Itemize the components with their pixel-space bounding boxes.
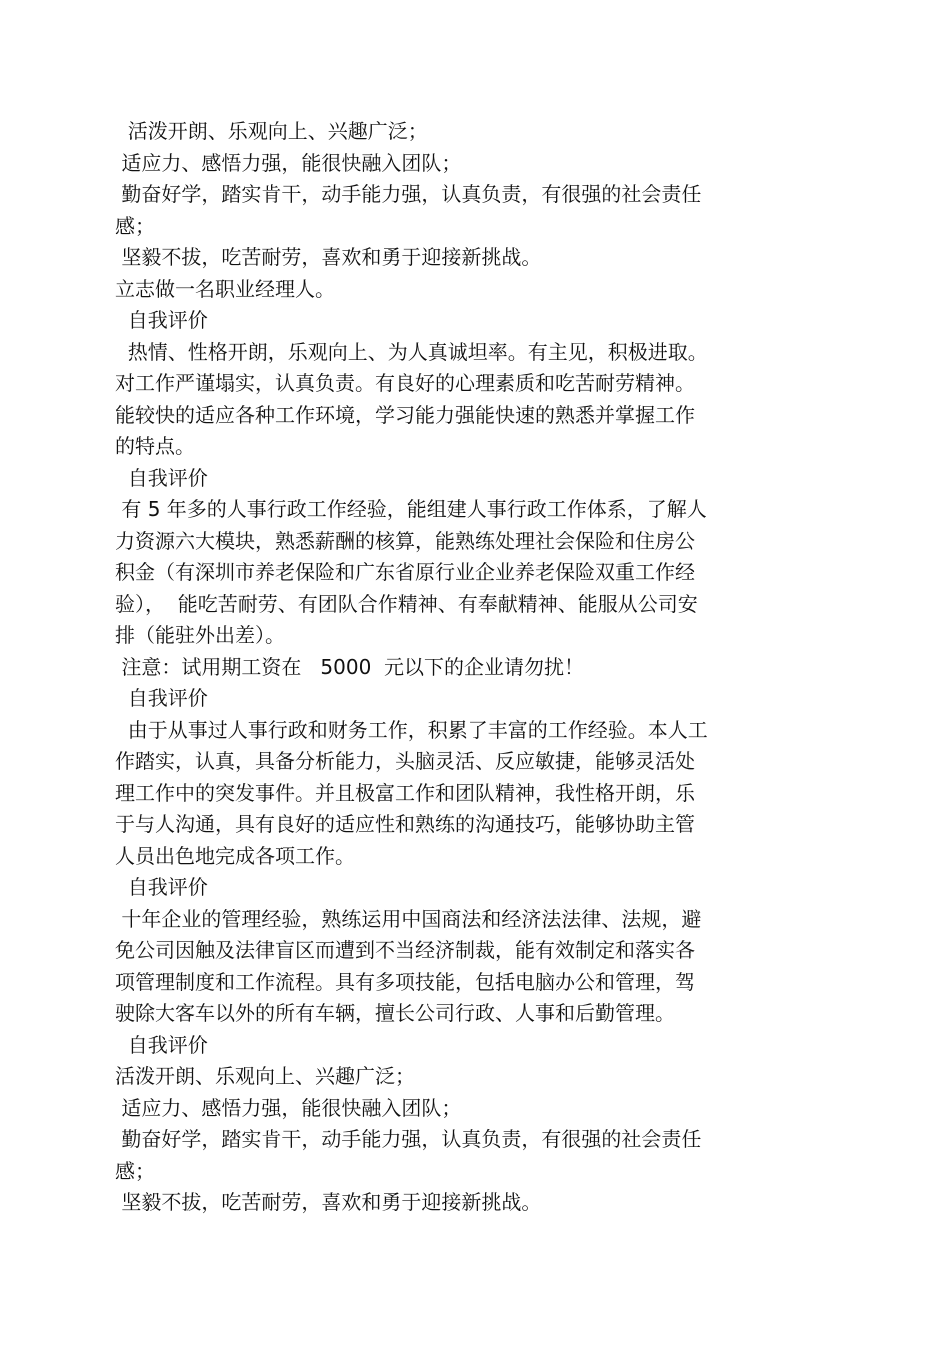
text-line: 驶除大客车以外的所有车辆，擅长公司行政、人事和后勤管理。: [115, 1001, 675, 1025]
text-line: 由于从事过人事行政和财务工作，积累了丰富的工作经验。本人工: [115, 717, 708, 742]
text-line: 作踏实，认真，具备分析能力，头脑灵活、反应敏捷，能够灵活处: [115, 749, 695, 773]
text-line: 勤奋好学，踏实肯干，动手能力强，认真负责，有很强的社会责任: [115, 182, 702, 206]
text-line: 有 5 年多的人事行政工作经验，能组建人事行政工作体系，了解人: [115, 497, 707, 521]
section-heading: 自我评价: [115, 308, 208, 332]
text-line: 坚毅不拔，吃苦耐劳，喜欢和勇于迎接新挑战。: [115, 245, 542, 269]
text-line: 于与人沟通，具有良好的适应性和熟练的沟通技巧，能够协助主管: [115, 812, 695, 836]
text-line: 理工作中的突发事件。并且极富工作和团队精神，我性格开朗，乐: [115, 780, 695, 805]
text-line: 感；: [115, 1158, 155, 1183]
text-line: 的特点。: [115, 434, 195, 458]
text-line: 对工作严谨塌实，认真负责。有良好的心理素质和吃苦耐劳精神。: [115, 371, 695, 395]
text-line: 积金（有深圳市养老保险和广东省原行业企业养老保险双重工作经: [115, 560, 695, 584]
text-line: 免公司因触及法律盲区而遭到不当经济制裁，能有效制定和落实各: [115, 938, 695, 962]
section-heading: 自我评价: [115, 875, 208, 899]
section-heading: 自我评价: [115, 465, 208, 490]
text-line: 坚毅不拔，吃苦耐劳，喜欢和勇于迎接新挑战。: [115, 1190, 542, 1214]
document-body: [115, 116, 765, 1219]
text-line: 项管理制度和工作流程。具有多项技能，包括电脑办公和管理，驾: [115, 969, 695, 994]
text-line: 十年企业的管理经验，熟练运用中国商法和经济法法律、法规，避: [115, 906, 702, 931]
text-line: 热情、性格开朗，乐观向上、为人真诚坦率。有主见，积极进取。: [115, 339, 708, 364]
text-line: 感；: [115, 213, 155, 238]
text-line: 力资源六大模块，熟悉薪酬的核算，能熟练处理社会保险和住房公: [115, 528, 695, 553]
text-line: 适应力、感悟力强，能很快融入团队；: [115, 1095, 462, 1120]
section-heading: 自我评价: [115, 686, 208, 710]
text-line: 活泼开朗、乐观向上、兴趣广泛；: [115, 1064, 415, 1088]
text-line: 人员出色地完成各项工作。: [115, 843, 355, 868]
text-line: 勤奋好学，踏实肯干，动手能力强，认真负责，有很强的社会责任: [115, 1127, 702, 1151]
text-line: 活泼开朗、乐观向上、兴趣广泛；: [115, 119, 428, 143]
notice-line: 注意：试用期工资在 5000 元以下的企业请勿扰！: [115, 654, 585, 679]
section-heading: 自我评价: [115, 1032, 208, 1057]
text-line: 验）， 能吃苦耐劳、有团队合作精神、有奉献精神、能服从公司安: [115, 591, 698, 616]
text-line: 适应力、感悟力强，能很快融入团队；: [115, 150, 462, 175]
text-line: 立志做一名职业经理人。: [115, 276, 335, 301]
text-line: 能较快的适应各种工作环境，学习能力强能快速的熟悉并掌握工作: [115, 402, 695, 427]
text-line: 排（能驻外出差）。: [115, 623, 285, 647]
